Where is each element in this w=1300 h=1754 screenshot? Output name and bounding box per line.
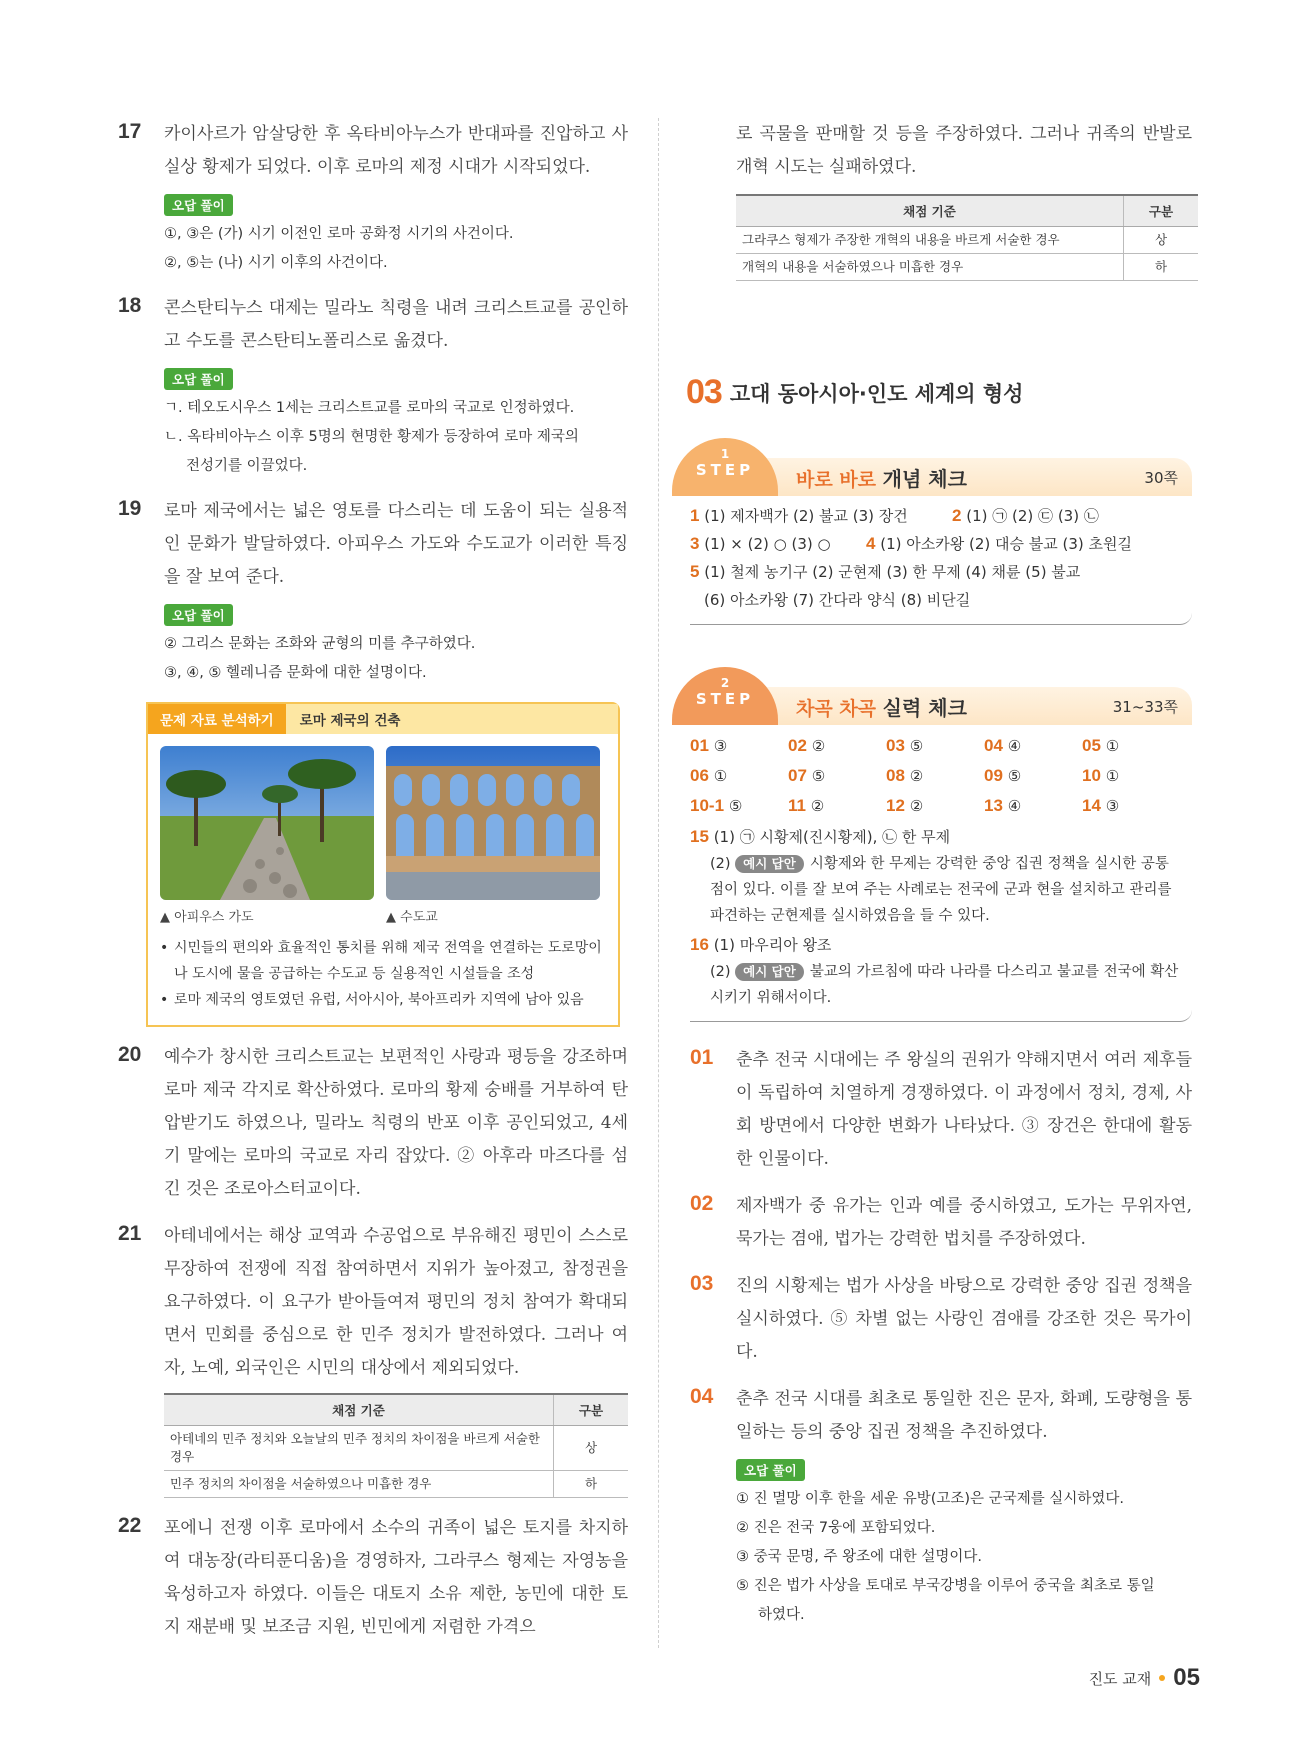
data-analysis-box xyxy=(146,702,620,1027)
answer-item xyxy=(690,791,788,821)
answer-01 xyxy=(690,1044,1192,1176)
question-21 xyxy=(118,1220,628,1498)
note-line: ㄴ. 옥타비아누스 이후 5명의 현명한 황제가 등장하여 로마 제국의 xyxy=(164,429,579,445)
step-label: STEP xyxy=(695,461,755,479)
left-column xyxy=(118,118,628,1658)
step-badge xyxy=(672,667,778,725)
question-text: 춘추 전국 시대를 최초로 통일한 진은 문자, 화폐, 도량형을 통일하는 등의 중앙 집권 정책을 추진하였다. xyxy=(736,1389,1192,1442)
note-line: ① 진 멸망 이후 한을 세운 유방(고조)은 군국제를 실시하였다. xyxy=(736,1491,1124,1507)
table-cell: 상 xyxy=(554,1426,629,1471)
question-number: 22 xyxy=(118,1514,142,1537)
table-cell: 상 xyxy=(1124,227,1199,254)
answer-value: ② xyxy=(909,797,924,815)
answer-text: (1) × (2) ○ (3) ○ xyxy=(704,535,831,553)
answer-item xyxy=(984,731,1082,761)
table-row xyxy=(736,227,1198,254)
answer-item xyxy=(788,761,886,791)
table-header: 구분 xyxy=(554,1394,629,1426)
answer-value: ② xyxy=(810,797,825,815)
question-20 xyxy=(118,1041,628,1206)
answer-sub-number: (2) xyxy=(710,856,731,872)
question-17 xyxy=(118,118,628,278)
answer-text: (1) 철제 농기구 (2) 군현제 (3) 한 무제 (4) 채륜 (5) 불교 xyxy=(704,563,1081,581)
answer-04 xyxy=(690,1383,1192,1630)
answer-value: ③ xyxy=(1105,797,1120,815)
answer-item xyxy=(1082,761,1180,791)
answer-number: 13 xyxy=(984,796,1003,815)
answer-value: ② xyxy=(909,767,924,785)
question-22 xyxy=(118,1512,628,1644)
wrong-answer-badge: 오답 풀이 xyxy=(164,368,233,390)
step-number: 1 xyxy=(720,447,730,461)
scoring-table xyxy=(164,1393,628,1498)
answer-number: 5 xyxy=(690,562,700,581)
note-line: ㄱ. 테오도시우스 1세는 크리스트교를 로마의 국교로 인정하였다. xyxy=(164,400,575,416)
answer-item xyxy=(690,731,788,761)
answer-value: ② xyxy=(811,737,826,755)
answer-grid xyxy=(690,731,1180,821)
answer-value: ⑤ xyxy=(1007,767,1022,785)
question-text: 카이사르가 암살당한 후 옥타비아누스가 반대파를 진압하고 사실상 황제가 되었다. 이후 로마의 제정 시대가 시작되었다. xyxy=(164,124,628,177)
table-row xyxy=(164,1471,628,1498)
question-number: 01 xyxy=(690,1046,714,1069)
table-header: 구분 xyxy=(1124,195,1199,227)
answer-number: 01 xyxy=(690,736,709,755)
note-line: 하였다. xyxy=(758,1607,805,1623)
answer-sub-number: (2) xyxy=(710,964,731,980)
answer-number: 12 xyxy=(886,796,905,815)
answer-item xyxy=(1082,791,1180,821)
answer-item xyxy=(984,791,1082,821)
answer-number: 07 xyxy=(788,766,807,785)
wrong-answer-badge: 오답 풀이 xyxy=(736,1459,805,1481)
answer-number: 10-1 xyxy=(690,796,725,815)
answer-value: ③ xyxy=(713,737,728,755)
question-18 xyxy=(118,292,628,481)
note-line: ② 진은 전국 7웅에 포함되었다. xyxy=(736,1520,936,1536)
question-number: 21 xyxy=(118,1222,142,1245)
answer-value: ④ xyxy=(1007,797,1022,815)
question-22-continued xyxy=(690,118,1192,184)
example-answer-badge: 예시 답안 xyxy=(735,963,804,981)
step-title-b: 개념 체크 xyxy=(882,466,967,491)
note-line: ⑤ 진은 법가 사상을 토대로 부국강병을 이루어 중국을 최초로 통일 xyxy=(736,1578,1155,1594)
answer-text: (1) ㉠ (2) ㉢ (3) ㉡ xyxy=(966,507,1099,525)
question-number: 20 xyxy=(118,1043,142,1066)
answer-item xyxy=(984,761,1082,791)
answer-value: ④ xyxy=(1007,737,1022,755)
answer-value: ① xyxy=(1105,767,1120,785)
answer-number: 11 xyxy=(788,796,806,815)
step-title-a: 차곡 차곡 xyxy=(796,697,883,720)
answer-number: 1 xyxy=(690,506,700,525)
answer-text: (1) ㉠ 시황제(진시황제), ㉡ 한 무제 xyxy=(713,828,951,846)
page-number: 05 xyxy=(1173,1664,1200,1691)
example-answer-badge: 예시 답안 xyxy=(735,855,804,873)
answer-item xyxy=(886,791,984,821)
question-number: 04 xyxy=(690,1385,714,1408)
answer-value: ① xyxy=(713,767,728,785)
answer-number: 2 xyxy=(952,506,962,525)
answer-number: 06 xyxy=(690,766,709,785)
answer-text: (1) 제자백가 (2) 불교 (3) 장건 xyxy=(704,507,908,525)
answer-number: 03 xyxy=(886,736,905,755)
answer-number: 02 xyxy=(788,736,807,755)
table-cell: 개혁의 내용을 서술하였으나 미흡한 경우 xyxy=(736,254,1124,281)
table-row xyxy=(164,1426,628,1471)
step2-box xyxy=(690,676,1192,1022)
answer-item xyxy=(1082,731,1180,761)
question-text: 예수가 창시한 크리스트교는 보편적인 사랑과 평등을 강조하며 로마 제국 각지로 확산하였다. 로마의 황제 숭배를 거부하여 탄압받기도 하였으나, 밀라노 칙령의 반포 이후 공인되었고, 4세기 말에는 로마의 국교로 자리 잡았다. ② 아후라 마즈다를 섬긴 것은 조로아스터교이다. xyxy=(164,1047,628,1199)
step-page: 30쪽 xyxy=(1144,468,1178,487)
step1-box xyxy=(690,447,1192,625)
question-number: 17 xyxy=(118,120,142,143)
photo-caption: ▲ 수도교 xyxy=(386,910,438,925)
table-cell: 아테네의 민주 정치와 오늘날의 민주 정치의 차이점을 바르게 서술한 경우 xyxy=(164,1426,554,1471)
table-cell: 하 xyxy=(554,1471,629,1498)
column-divider xyxy=(658,118,659,1648)
note-line: 전성기를 이끌었다. xyxy=(186,458,308,474)
table-header: 채점 기준 xyxy=(164,1394,554,1426)
question-text: 콘스탄티누스 대제는 밀라노 칙령을 내려 크리스트교를 공인하고 수도를 콘스탄티노폴리스로 옮겼다. xyxy=(164,298,628,351)
answer-value: ⑤ xyxy=(909,737,924,755)
answer-number: 04 xyxy=(984,736,1003,755)
step-title xyxy=(796,692,967,721)
section-heading xyxy=(686,373,1192,412)
answer-number: 14 xyxy=(1082,796,1101,815)
aqueduct-photo xyxy=(386,746,600,900)
answer-number: 08 xyxy=(886,766,905,785)
photo-caption: ▲ 아피우스 가도 xyxy=(160,910,254,925)
footer-dot xyxy=(1159,1675,1165,1681)
question-text: 로 곡물을 판매할 것 등을 주장하였다. 그러나 귀족의 반발로 개혁 시도는 실패하였다. xyxy=(736,124,1192,177)
wrong-answer-badge: 오답 풀이 xyxy=(164,194,233,216)
answer-number: 3 xyxy=(690,534,700,553)
analysis-tag: 문제 자료 분석하기 xyxy=(148,704,286,734)
question-number: 03 xyxy=(690,1272,714,1295)
table-header: 채점 기준 xyxy=(736,195,1124,227)
question-text: 아테네에서는 해상 교역과 수공업으로 부유해진 평민이 스스로 무장하여 전쟁에 직접 참여하면서 지위가 높아졌고, 참정권을 요구하였다. 이 요구가 받아들여져 평민의 정치 참여가 확대되면서 민회를 중심으로 한 민주 정치가 발전하였다. 그러나 여자, 노예, 외국인은 시민의 대상에서 제외되었다. xyxy=(164,1226,628,1378)
table-cell: 그라쿠스 형제가 주장한 개혁의 내용을 바르게 서술한 경우 xyxy=(736,227,1124,254)
answer-item xyxy=(788,791,886,821)
note-line: ② 그리스 문화는 조화와 균형의 미를 추구하였다. xyxy=(164,636,476,652)
answer-item xyxy=(788,731,886,761)
answer-number: 4 xyxy=(866,534,876,553)
answer-item xyxy=(886,731,984,761)
footer-label: 진도 교재 xyxy=(1088,1669,1152,1688)
answer-text: (6) 아소카왕 (7) 간다라 양식 (8) 비단길 xyxy=(704,591,971,609)
appian-way-photo xyxy=(160,746,374,900)
question-number: 18 xyxy=(118,294,142,317)
section-number: 03 xyxy=(686,373,722,411)
answer-item xyxy=(886,761,984,791)
answer-item xyxy=(690,761,788,791)
step-badge xyxy=(672,438,778,496)
answer-text: (1) 아소카왕 (2) 대승 불교 (3) 초원길 xyxy=(880,535,1132,553)
question-number: 19 xyxy=(118,497,142,520)
question-text: 로마 제국에서는 넓은 영토를 다스리는 데 도움이 되는 실용적인 문화가 발달하였다. 아피우스 가도와 수도교가 이러한 특징을 잘 보여 준다. xyxy=(164,501,628,587)
question-text: 춘추 전국 시대에는 주 왕실의 권위가 약해지면서 여러 제후들이 독립하여 치열하게 경쟁하였다. 이 과정에서 정치, 경제, 사회 방면에서 다양한 변화가 나타났다. ③ 장건은 한대에 활동한 인물이다. xyxy=(736,1050,1192,1169)
answer-text: 불교의 가르침에 따라 나라를 다스리고 불교를 전국에 확산시키기 위해서이다. xyxy=(710,964,1179,1006)
table-row xyxy=(736,254,1198,281)
note-line: ③, ④, ⑤ 헬레니즘 문화에 대한 설명이다. xyxy=(164,665,427,681)
answer-03 xyxy=(690,1270,1192,1369)
page-footer xyxy=(1089,1664,1200,1692)
answer-number: 05 xyxy=(1082,736,1101,755)
answer-number: 16 xyxy=(690,935,709,954)
question-19 xyxy=(118,495,628,688)
analysis-bullet: • 시민들의 편의와 효율적인 통치를 위해 제국 전역을 연결하는 도로망이나 도시에 물을 공급하는 수도교 등 실용적인 시설들을 조성 xyxy=(160,935,606,987)
step-title xyxy=(796,463,967,492)
table-cell: 민주 정치의 차이점을 서술하였으나 미흡한 경우 xyxy=(164,1471,554,1498)
step-label: STEP xyxy=(695,690,755,708)
question-text: 진의 시황제는 법가 사상을 바탕으로 강력한 중앙 집권 정책을 실시하였다. ⑤ 차별 없는 사랑인 겸애를 강조한 것은 묵가이다. xyxy=(736,1276,1192,1362)
note-line: ③ 중국 문명, 주 왕조에 대한 설명이다. xyxy=(736,1549,982,1565)
table-cell: 하 xyxy=(1124,254,1199,281)
answer-number: 10 xyxy=(1082,766,1101,785)
answer-text: (1) 마우리아 왕조 xyxy=(713,936,832,954)
step-number: 2 xyxy=(720,676,730,690)
analysis-bullet: • 로마 제국의 영토였던 유럽, 서아시아, 북아프리카 지역에 남아 있음 xyxy=(160,987,606,1013)
wrong-answer-badge: 오답 풀이 xyxy=(164,604,233,626)
answer-value: ① xyxy=(1105,737,1120,755)
right-column xyxy=(686,118,1192,1644)
answer-text: 시황제와 한 무제는 강력한 중앙 집권 정책을 실시한 공통점이 있다. 이를 잘 보여 주는 사례로는 전국에 군과 현을 설치하고 관리를 파견하는 군현제를 실시하였음을 들 수 있다. xyxy=(710,856,1172,924)
note-line: ①, ③은 (가) 시기 이전인 로마 공화정 시기의 사건이다. xyxy=(164,226,514,242)
section-title: 고대 동아시아·인도 세계의 형성 xyxy=(729,381,1024,406)
step-title-b: 실력 체크 xyxy=(882,695,967,720)
step-page: 31~33쪽 xyxy=(1112,697,1178,716)
note-line: ②, ⑤는 (나) 시기 이후의 사건이다. xyxy=(164,255,388,271)
answer-number: 09 xyxy=(984,766,1003,785)
answer-number: 15 xyxy=(690,827,709,846)
analysis-title: 로마 제국의 건축 xyxy=(299,713,401,729)
question-text: 제자백가 중 유가는 인과 예를 중시하였고, 도가는 무위자연, 묵가는 겸애, 법가는 강력한 법치를 주장하였다. xyxy=(736,1196,1192,1249)
answer-value: ⑤ xyxy=(728,797,743,815)
question-text: 포에니 전쟁 이후 로마에서 소수의 귀족이 넓은 토지를 차지하여 대농장(라티푼디움)을 경영하자, 그라쿠스 형제는 자영농을 육성하고자 하였다. 이들은 대토지 소유 제한, 농민에 대한 토지 재분배 및 보조금 지원, 빈민에게 저렴한 가격으 xyxy=(164,1518,628,1637)
step-title-a: 바로 바로 xyxy=(796,468,883,491)
answer-02 xyxy=(690,1190,1192,1256)
answer-value: ⑤ xyxy=(811,767,826,785)
scoring-table xyxy=(736,194,1198,281)
question-number: 02 xyxy=(690,1192,714,1215)
